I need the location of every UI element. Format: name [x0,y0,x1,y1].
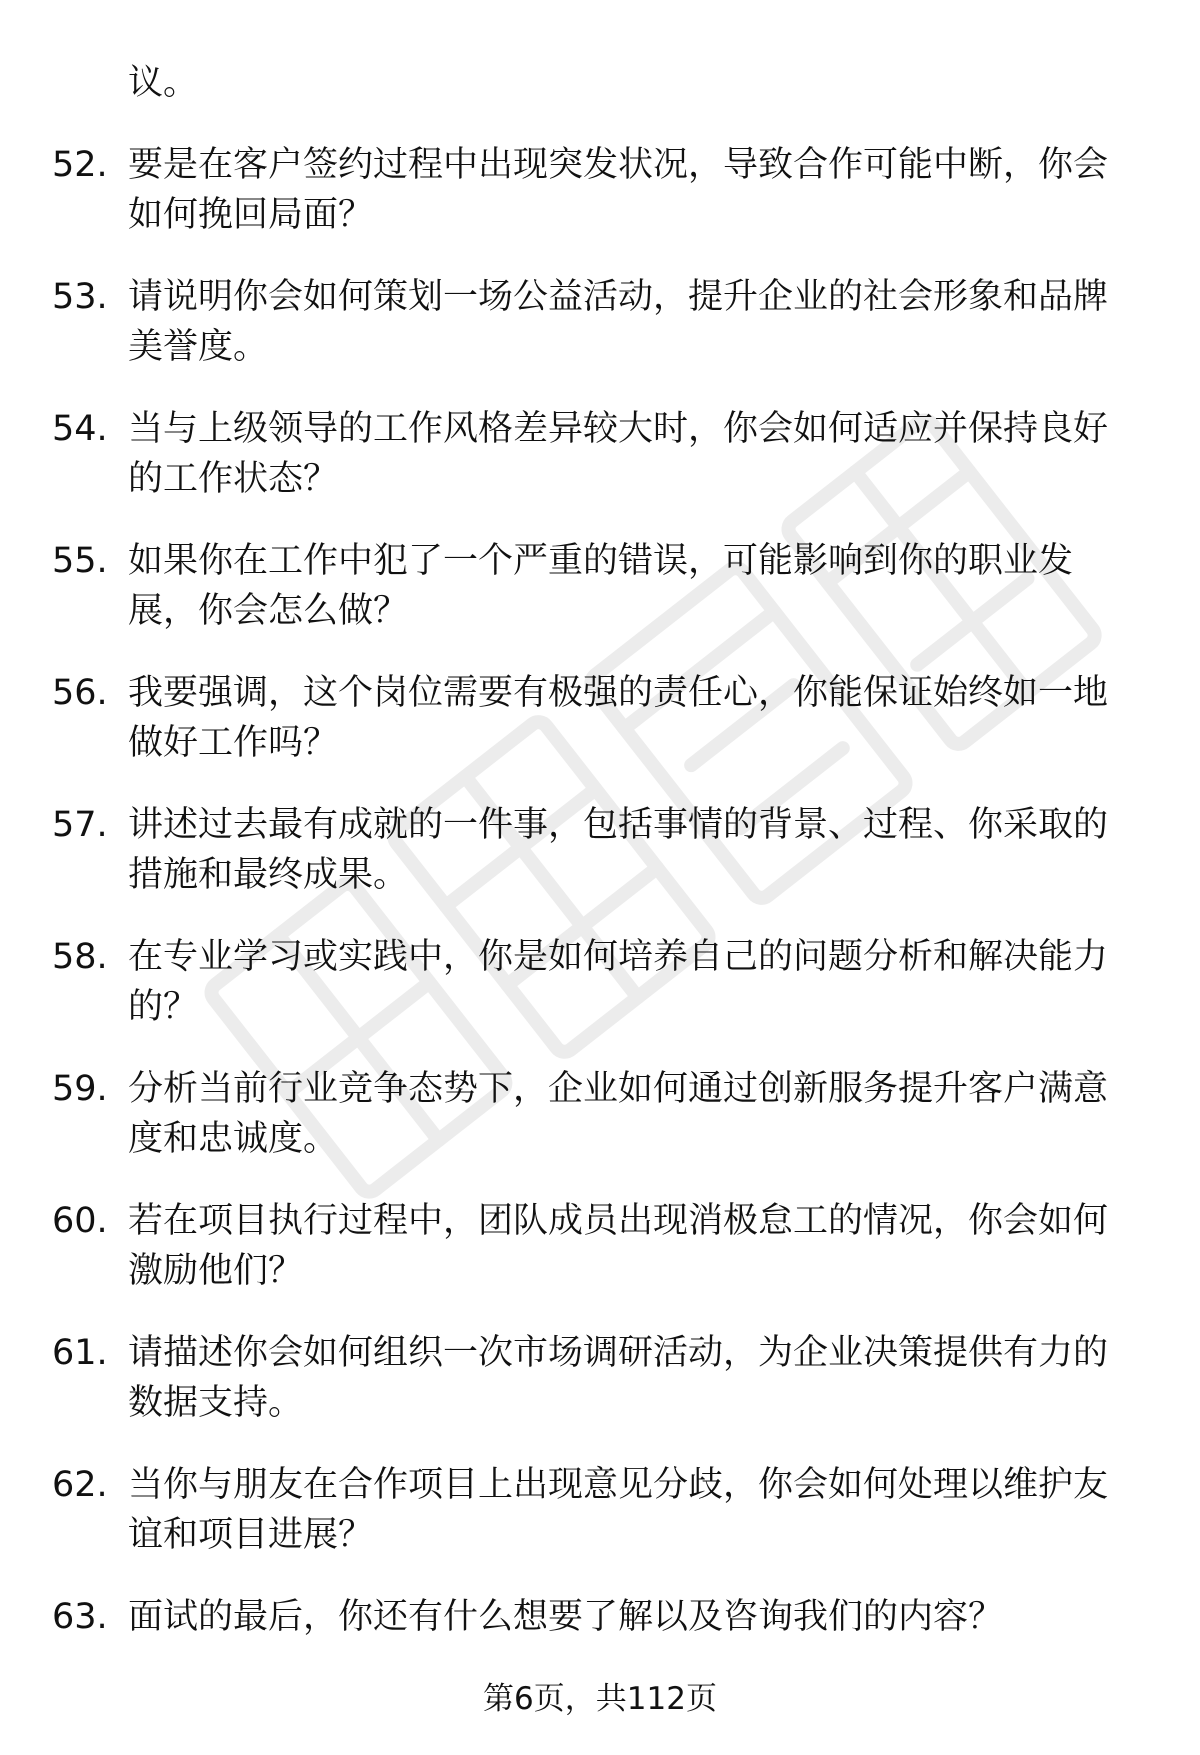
question-text: 要是在客户签约过程中出现突发状况，导致合作可能中断，你会如何挽回局面？ [128,145,1109,235]
continuation-text: 议。 [128,63,199,103]
question-number: 59. [52,1069,108,1109]
question-text: 当你与朋友在合作项目上出现意见分歧，你会如何处理以维护友谊和项目进展？ [128,1465,1109,1555]
question-item [0,1064,1200,1164]
question-number: 61. [52,1333,108,1373]
question-text: 若在项目执行过程中，团队成员出现消极怠工的情况，你会如何激励他们？ [128,1201,1109,1291]
question-number: 58. [52,937,108,977]
question-number: 52. [52,145,108,185]
question-item [0,1328,1200,1428]
question-text: 如果你在工作中犯了一个严重的错误，可能影响到你的职业发展，你会怎么做？ [128,541,1074,631]
question-text: 在专业学习或实践中，你是如何培养自己的问题分析和解决能力的？ [128,937,1109,1027]
question-item [0,140,1200,240]
question-number: 54. [52,409,108,449]
page-footer: 第6页，共112页 [483,1681,717,1717]
question-number: 56. [52,673,108,713]
question-number: 55. [52,541,108,581]
question-text: 讲述过去最有成就的一件事，包括事情的背景、过程、你采取的措施和最终成果。 [128,805,1109,895]
question-text: 请说明你会如何策划一场公益活动，提升企业的社会形象和品牌美誉度。 [128,277,1109,367]
question-item [0,1460,1200,1560]
question-text: 当与上级领导的工作风格差异较大时，你会如何适应并保持良好的工作状态？ [128,409,1109,499]
question-item [0,1196,1200,1296]
question-item [0,800,1200,900]
question-item [0,932,1200,1032]
question-number: 60. [52,1201,108,1241]
question-text: 分析当前行业竞争态势下，企业如何通过创新服务提升客户满意度和忠诚度。 [128,1069,1109,1159]
question-text: 我要强调，这个岗位需要有极强的责任心，你能保证始终如一地做好工作吗？ [128,673,1109,763]
question-text: 请描述你会如何组织一次市场调研活动，为企业决策提供有力的数据支持。 [128,1333,1109,1423]
question-number: 62. [52,1465,108,1505]
question-item [0,404,1200,504]
question-list [0,140,1200,1674]
question-item [0,1592,1200,1642]
question-item [0,536,1200,636]
question-number: 53. [52,277,108,317]
question-item [0,668,1200,768]
question-number: 63. [52,1597,108,1637]
question-number: 57. [52,805,108,845]
question-item [0,272,1200,372]
question-text: 面试的最后，你还有什么想要了解以及咨询我们的内容？ [128,1597,1004,1637]
